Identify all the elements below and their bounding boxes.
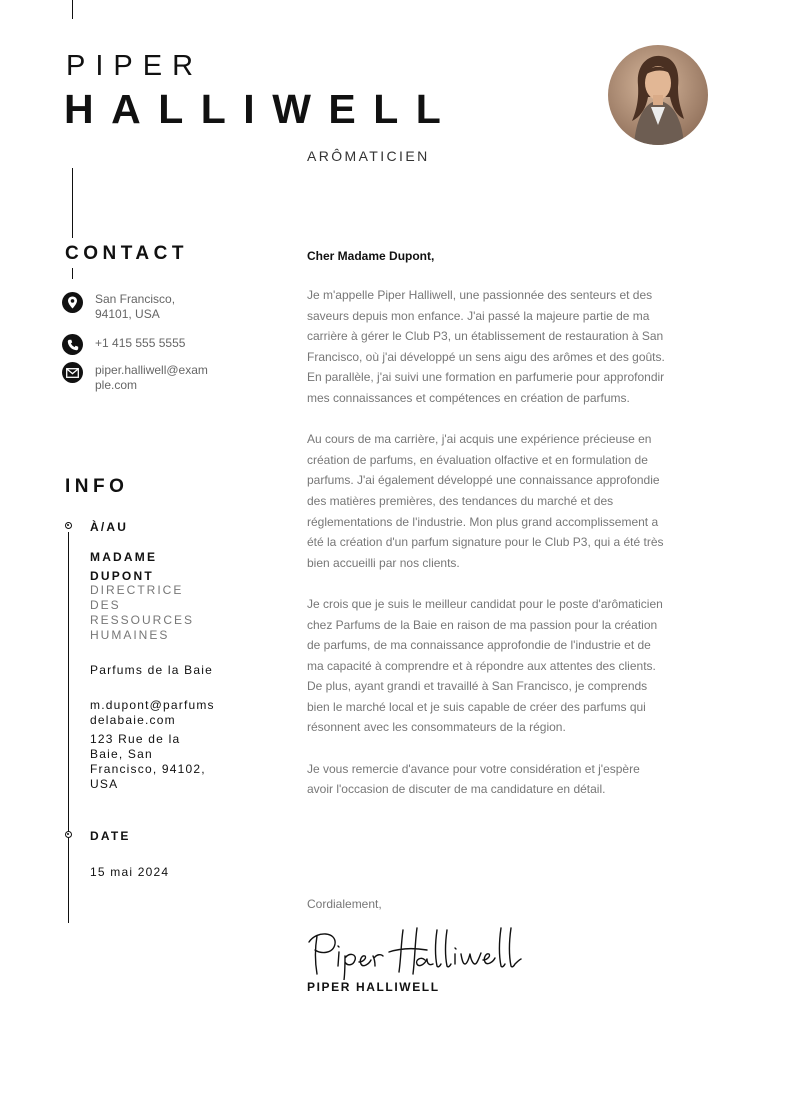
letter-closing: Cordialement, <box>307 897 382 911</box>
profile-photo <box>608 45 708 145</box>
letter-paragraph: Je vous remercie d'avance pour votre considération et j'espère avoir l'occasion de discuter de ma candidature en détail. <box>307 761 640 797</box>
recipient-name-line2: DUPONT <box>90 569 154 583</box>
letter-greeting: Cher Madame Dupont, <box>307 249 435 263</box>
date-value: 15 mai 2024 <box>90 865 170 879</box>
recipient-name-line1: MADAME <box>90 550 158 564</box>
recipient-name <box>90 548 157 586</box>
letter-paragraph: Je crois que je suis le meilleur candidat pour le poste d'arômaticien chez Parfums de la Baie en raison de ma passion pour la création de parfums, de ma connaissance approfondie de l'industrie et de ma capacité à comprendre et à répondre aux attentes des clients. De plus, ayant grandi et travaillé à San Francisco, je comprends bien le marché local et je suis capable de créer des parfums qui résonnent avec les consommateurs de la région. <box>307 596 663 735</box>
letter-body <box>307 285 667 820</box>
info-title: INFO <box>65 476 129 497</box>
header-rule <box>72 168 73 238</box>
top-rule <box>72 0 73 19</box>
letter-paragraph: Au cours de ma carrière, j'ai acquis une expérience précieuse en création de parfums, en évaluation olfactive et en formulation de parfums. J'ai également développé une connaissance approfondie des matières premières, des tendances du marché et des réglementations de l'industrie. Mon plus grand accomplissement a été la création d'un parfum signature pour le Club P3, qui a été très bien accueilli par nos clients. <box>307 432 664 570</box>
recipient-address: 123 Rue de la Baie, San Francisco, 94102, USA <box>90 732 206 791</box>
job-title: ARÔMATICIEN <box>307 148 430 164</box>
contact-address <box>62 292 213 322</box>
contact-title: CONTACT <box>65 243 188 264</box>
contact-rule <box>72 268 73 279</box>
signature-name: PIPER HALLIWELL <box>307 980 440 994</box>
envelope-icon <box>62 362 83 383</box>
contact-email <box>62 362 213 393</box>
date-label: DATE <box>90 829 131 843</box>
location-pin-icon <box>62 292 83 313</box>
recipient-company: Parfums de la Baie <box>90 663 213 677</box>
recipient-role: DIRECTRICE DES RESSOURCES HUMAINES <box>90 583 195 642</box>
timeline-dot-date <box>65 831 72 838</box>
contact-phone <box>62 334 213 355</box>
info-timeline-rule <box>68 532 69 923</box>
handwritten-signature <box>305 926 530 985</box>
to-label: À/AU <box>90 520 129 534</box>
last-name: HALLIWELL <box>64 86 459 132</box>
contact-phone-text: +1 415 555 5555 <box>95 336 186 350</box>
letter-paragraph: Je m'appelle Piper Halliwell, une passionnée des senteurs et des saveurs depuis mon enfance. J'ai passé la majeure partie de ma carrière à gérer le Club P3, un établissement de restauration à San Francisco, où j'ai développé un sens aigu des arômes et des goûts. En parallèle, j'ai suivi une formation en parfumerie pour approfondir mes connaissances et compétences en création de parfums. <box>307 288 665 405</box>
contact-address-text: San Francisco, 94101, USA <box>95 292 176 321</box>
phone-icon <box>62 334 83 355</box>
recipient-email[interactable]: m.dupont@parfumsdelabaie.com <box>90 698 215 727</box>
contact-email-text[interactable]: piper.halliwell@example.com <box>95 363 208 392</box>
first-name: PIPER <box>66 50 204 82</box>
timeline-dot-to <box>65 522 72 529</box>
